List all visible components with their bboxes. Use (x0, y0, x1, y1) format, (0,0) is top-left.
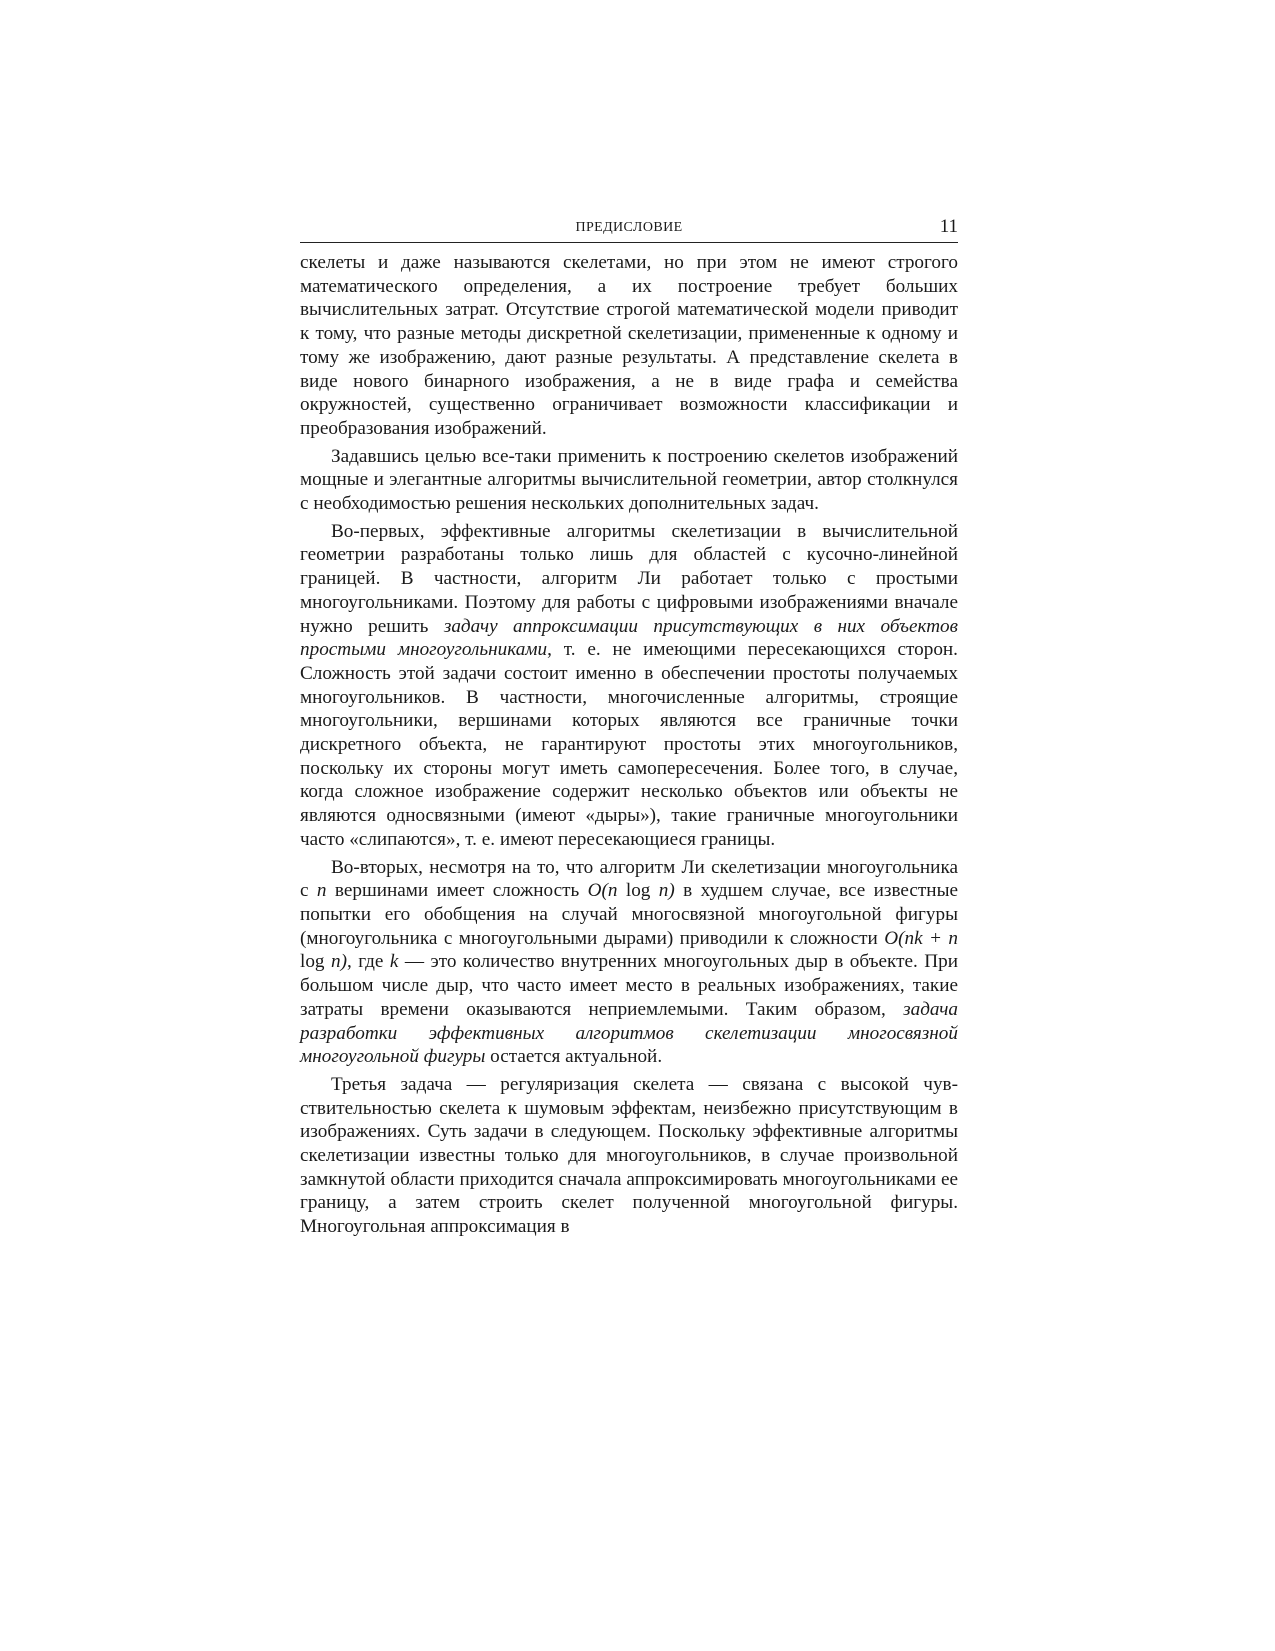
text-run: остается актуальной. (485, 1046, 663, 1068)
text-run: , где (346, 951, 390, 973)
text-run: скелеты и даже называются скелетами, но при этом не имеют строгого математического определения, а их построение требует больших вычислительных затрат. Отсутствие строгой математической модели приводит к тому, что разные методы дискретной скелетизации, примененные к одному и тому же изображению, дают разные результаты. А представление скелета в виде нового бинарного изображения, а не в виде графа и семейства окружностей, существенно ограничивает возможности классификации и преобразования изображений. (300, 252, 958, 439)
paragraph (300, 445, 958, 516)
math-expression: n (316, 880, 327, 902)
emphasis-text: задача разработки эффективных алгоритмов скелетизации многосвязной многоугольной фигуры (300, 998, 958, 1068)
paragraph (300, 856, 958, 1069)
running-head (300, 218, 958, 243)
book-page (300, 218, 958, 1239)
text-run: — это количество внутренних многоугольных дыр в объекте. При большом числе дыр, что часто имеет место в реальных изображениях, такие затраты времени оказываются неприемлемыми. Таким образом, (300, 951, 958, 1020)
paragraph (300, 520, 958, 852)
text-run: Третья задача — регуляризация скелета — связана с высокой чувствительностью скелета к шумовым эффектам, неизбежно присутствующим в изображениях. Суть задачи в следующем. Поскольку эффективные алгоритмы скелетизации известны только для многоугольников, в случае произвольной замкнутой области приходится сначала аппроксимировать многоугольниками ее границу, а затем строить скелет полученной многоугольной фигуры. Многоугольная аппроксимация в (300, 1073, 958, 1238)
page-number: 11 (939, 216, 958, 237)
text-run: Задавшись целью все-таки применить к построению скелетов изображений мощные и элегантные алгоритмы вычислительной геометрии, автор столкнулся с необходимостью решения нескольких дополнительных задач. (300, 445, 958, 515)
text-run: Во-вторых, несмотря на то, что алгоритм Ли скелетизации многоугольника с (300, 856, 958, 902)
text-run: в худшем случае, все известные попытки его обобщения на случай многосвязной многоугольной фигуры (многоугольника с многоугольными дырами) приводили к сложности (300, 880, 958, 949)
running-head-title: ПРЕДИСЛОВИЕ (575, 220, 683, 235)
math-expression: O(nk + n log n) (300, 927, 958, 973)
math-expression: k (389, 951, 399, 973)
math-expression: O(n log n) (587, 880, 675, 902)
text-run: , т. е. не имеющими пересекающихся сторон. Сложность этой задачи состоит именно в обеспечении простоты получаемых многоугольников. В частности, многочисленные алгоритмы, строящие многоугольники, вершинами которых являются все граничные точки дискретного объекта, не гарантируют простоты этих многоугольников, поскольку их стороны могут иметь самопересечения. Более того, в случае, когда сложное изображение содержит несколько объектов или объекты не являются односвязными (имеют «дыры»), такие граничные многоугольники часто «слипаются», т. е. имеют пересекающиеся границы. (300, 639, 958, 850)
emphasis-text: задачу аппроксимации присутствующих в них объектов простыми многоугольниками (300, 615, 958, 661)
text-run: вершинами имеет сложность (326, 880, 588, 902)
body-text (300, 251, 958, 1239)
paragraph (300, 251, 958, 441)
text-run: Во-первых, эффективные алгоритмы скелетизации в вычислительной геометрии разработаны только лишь для областей с кусочно-линейной границей. В частности, алгоритм Ли работает только с простыми многоугольниками. Поэтому для работы с цифровыми изображениями вначале нужно решить (300, 520, 958, 637)
paragraph (300, 1073, 958, 1239)
